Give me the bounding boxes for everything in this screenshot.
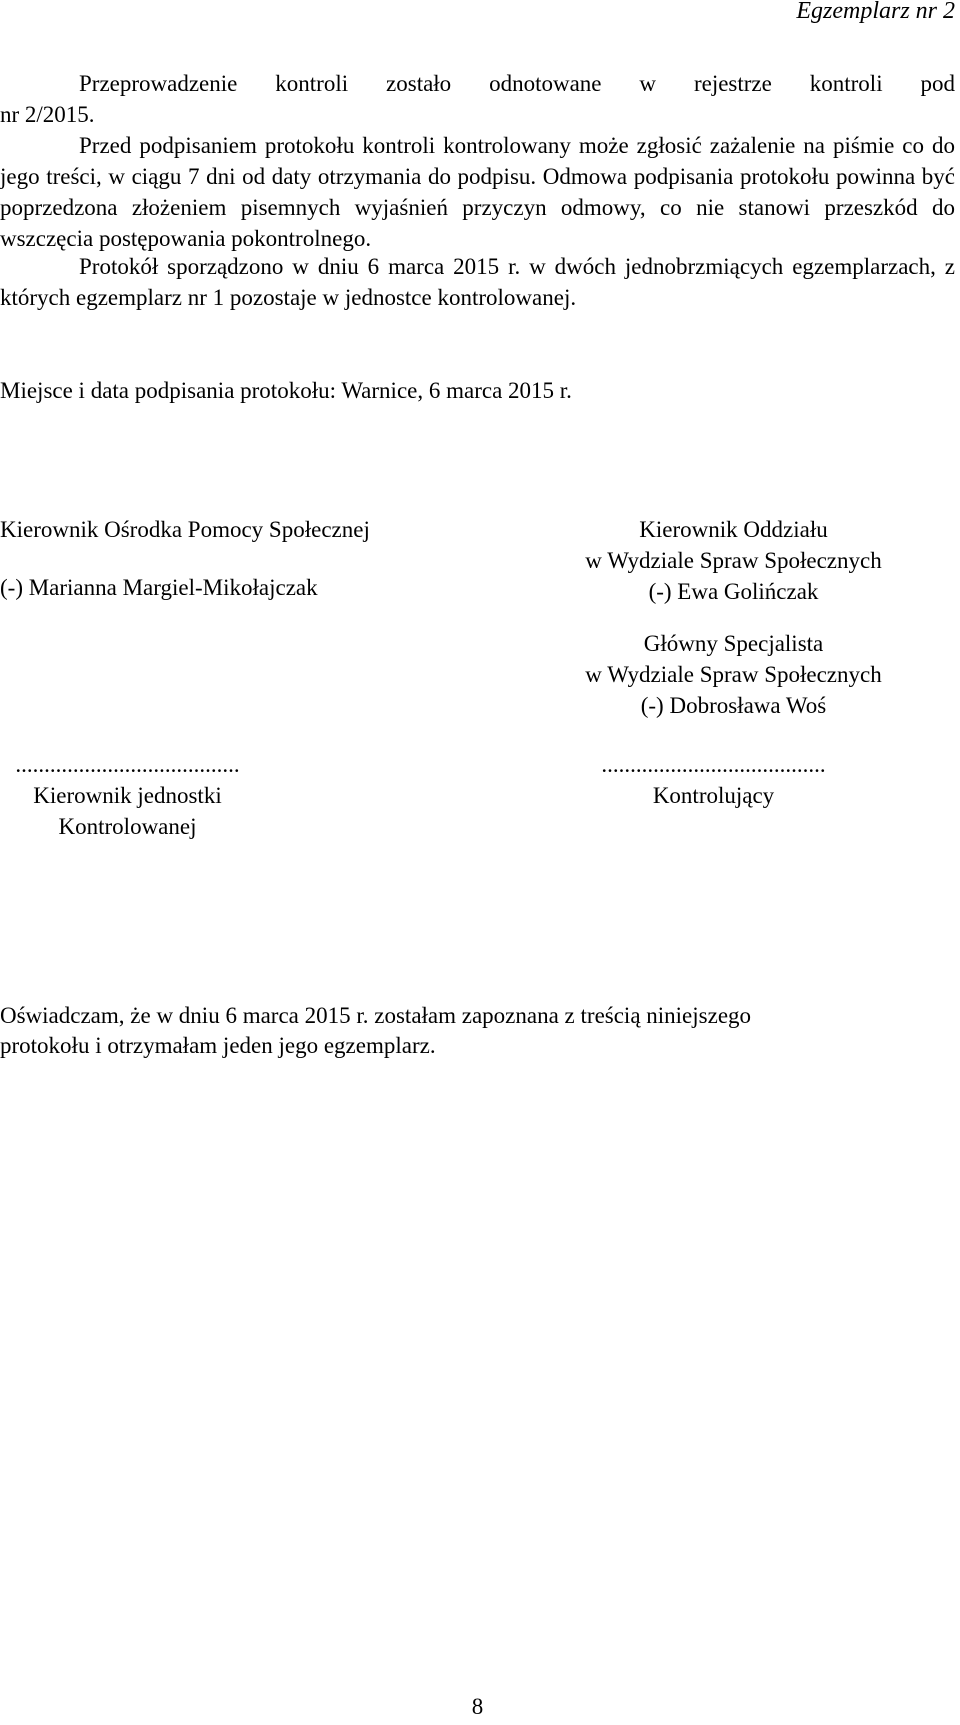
right-signatory-2-name: (-) Dobrosława Woś (640, 693, 827, 718)
head-of-unit-role-line2: Kontrolowanej (58, 814, 197, 839)
word: rejestrze (693, 71, 772, 96)
right-signatory-1-title: Kierownik Oddziału (639, 517, 828, 542)
complaint-text: Przed podpisaniem protokołu kontroli kontrolowany może zgłosić zażalenie na piśmie co do jego treści, w ciągu 7 dni od daty otrzymania do podpisu. (0, 133, 955, 189)
right-signatory-2-title: Główny Specjalista (643, 631, 824, 656)
word: w (639, 71, 657, 96)
right-signatory-1-name: (-) Ewa Golińczak (648, 579, 819, 604)
statement-line1: Oświadczam, że w dniu 6 marca 2015 r. zostałam zapoznana z treścią niniejszego (0, 1003, 752, 1028)
head-of-unit-signature (0, 749, 255, 842)
right-signatory-2 (560, 628, 907, 721)
page-number: 8 (471, 1694, 484, 1719)
copy-number-label: Egzemplarz nr 2 (796, 0, 955, 24)
word: Przeprowadzenie (79, 71, 238, 96)
signature-dots: ....................................... (601, 752, 826, 777)
right-signatory-1 (560, 514, 907, 607)
right-signatory-1-dept: w Wydziale Spraw Społecznych (585, 548, 882, 573)
paragraph-complaint (0, 130, 955, 254)
left-signatory-title: Kierownik Ośrodka Pomocy Społecznej (0, 517, 370, 542)
refusal-text: Odmowa podpisania protokołu powinna być poprzedzona złożeniem pisemnych wyjaśnień przyczyn odmowy, co nie stanowi przeszkód do wszczęcia postępowania pokontrolnego. (0, 164, 956, 251)
statement-line2: protokołu i otrzymałam jeden jego egzemplarz. (0, 1033, 436, 1058)
word: kontroli (275, 71, 349, 96)
right-signatory-2-dept: w Wydziale Spraw Społecznych (585, 662, 882, 687)
paragraph-copies: Protokół sporządzono w dniu 6 marca 2015 r. w dwóch jednobrzmiących egzemplarzach, z których egzemplarz nr 1 pozostaje w jednostce kontrolowanej. (0, 254, 955, 310)
word: kontroli (809, 71, 883, 96)
left-signatory-name: (-) Marianna Margiel-Mikołajczak (0, 575, 318, 600)
signature-dots: ....................................... (15, 752, 240, 777)
paragraph-registry-line2: nr 2/2015. (0, 102, 95, 127)
inspector-signature (586, 749, 841, 811)
word: pod (920, 71, 955, 96)
head-of-unit-role: Kierownik jednostki (33, 783, 222, 808)
paragraph-registry-line1 (0, 68, 955, 99)
inspector-role: Kontrolujący (652, 783, 775, 808)
word: zostało (386, 71, 452, 96)
word: odnotowane (489, 71, 602, 96)
signing-place-date: Miejsce i data podpisania protokołu: Warnice, 6 marca 2015 r. (0, 378, 572, 403)
